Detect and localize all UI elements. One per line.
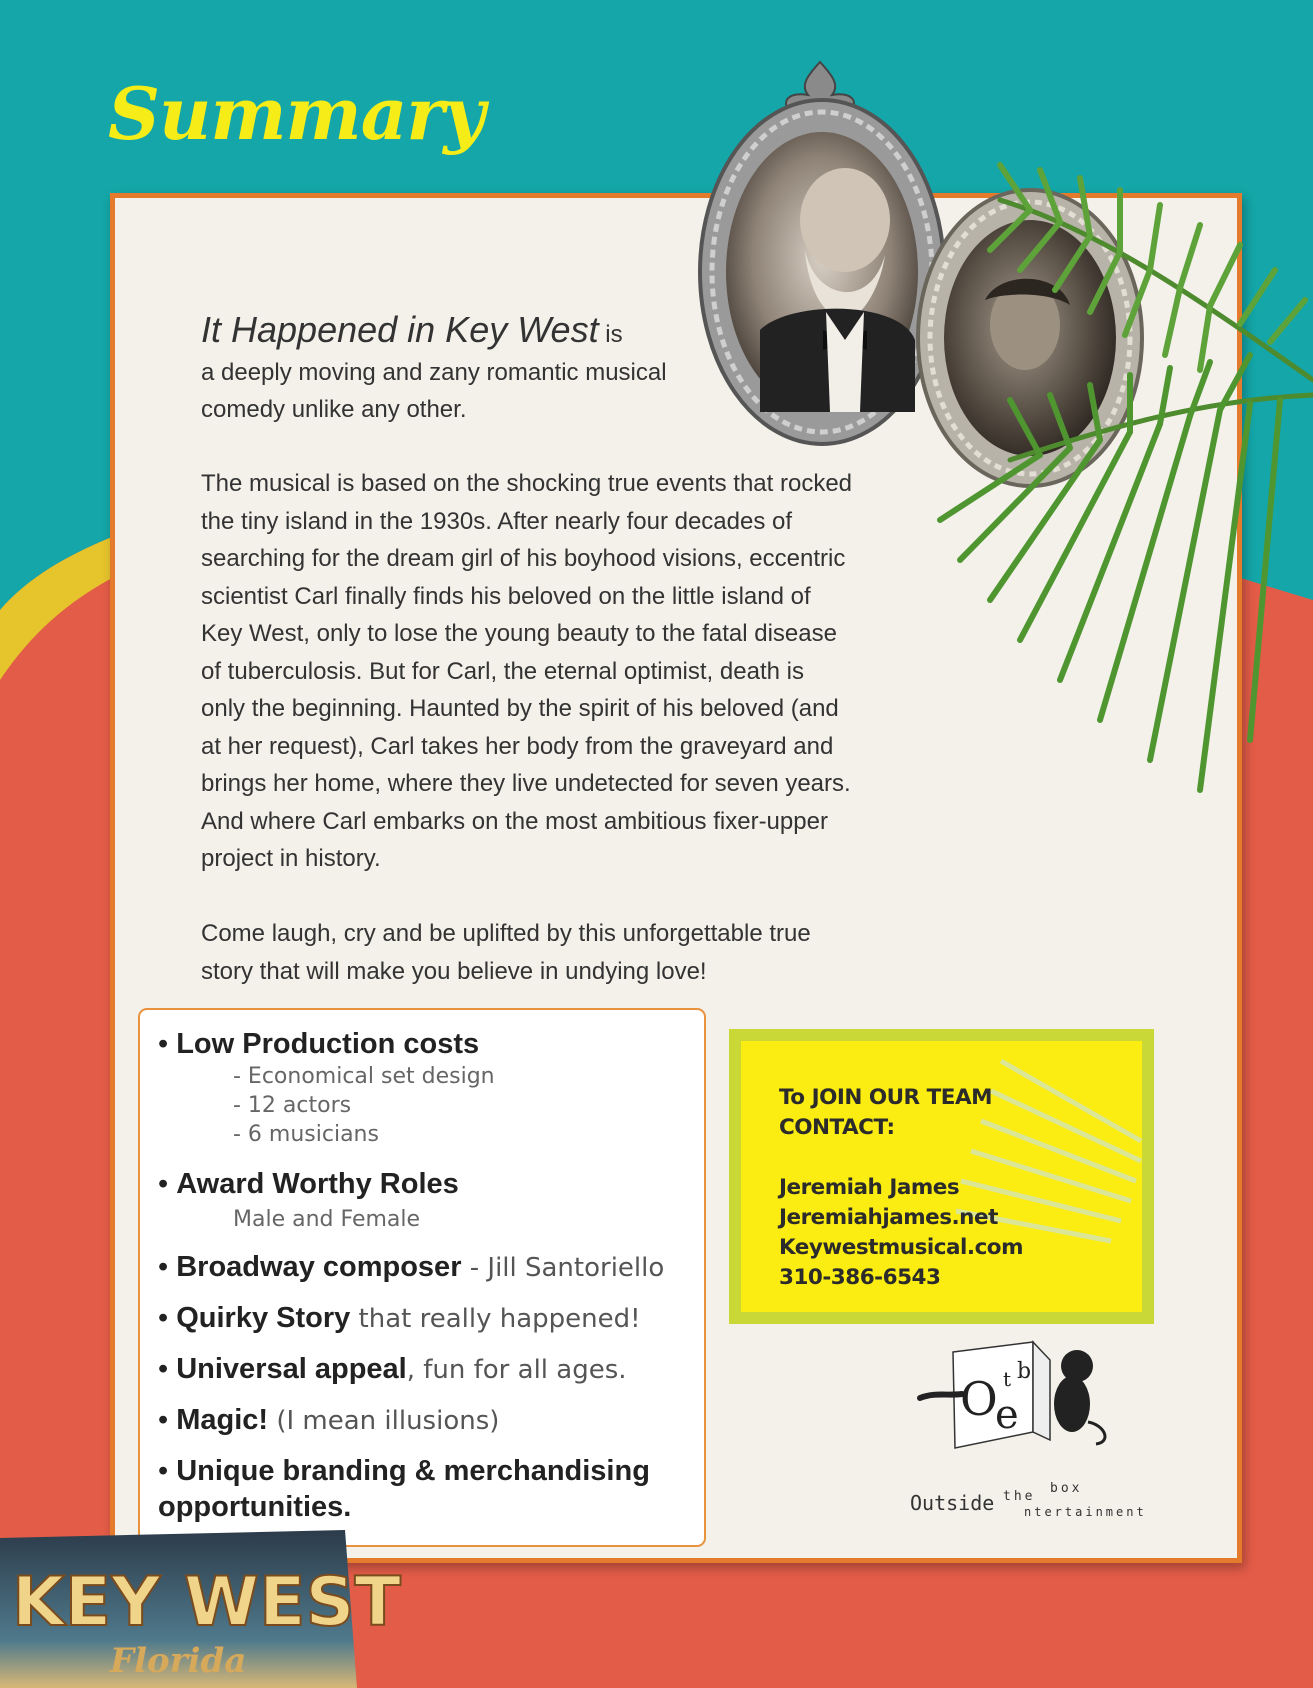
- feature-sub: - Economical set design: [233, 1064, 495, 1089]
- synopsis-paragraph: [201, 465, 921, 878]
- features-box: [138, 1008, 706, 1547]
- synopsis-line: project in history.: [201, 845, 381, 872]
- synopsis-line: the tiny island in the 1930s. After nearly four decades of: [201, 507, 793, 535]
- logo-word-outside: Outside: [910, 1491, 995, 1515]
- synopsis-line: only the beginning. Haunted by the spirit of his beloved (and: [201, 695, 839, 722]
- feature-title: Magic!: [176, 1404, 269, 1436]
- feature-title: Award Worthy Roles: [176, 1168, 459, 1200]
- synopsis-line: searching for the dream girl of his boyhood visions, eccentric: [201, 545, 846, 572]
- feature-sub: - 12 actors: [233, 1093, 352, 1118]
- outside-the-box-logo: [900, 1330, 1160, 1530]
- feature-quirky: • Quirky Story that really happened!: [158, 1302, 641, 1334]
- logo-mark-t: t: [1003, 1367, 1012, 1391]
- logo-mark-o: O: [960, 1372, 998, 1426]
- intro-is: is: [598, 321, 623, 348]
- synopsis-line: The musical is based on the shocking true events that rocked: [201, 470, 853, 497]
- logo-mark-e: e: [995, 1392, 1019, 1438]
- feature-roles: • Award Worthy Roles: [158, 1168, 459, 1200]
- show-title: It Happened in Key West: [201, 309, 599, 350]
- closing-line: Come laugh, cry and be uplifted by this unforgettable true: [201, 920, 811, 947]
- contact-website-1[interactable]: Jeremiahjames.net: [779, 1205, 998, 1230]
- contact-heading-2: CONTACT:: [779, 1115, 895, 1140]
- closing-line: story that will make you believe in undying love!: [201, 957, 707, 985]
- feature-title: Quirky Story: [176, 1302, 351, 1334]
- feature-composer: • Broadway composer - Jill Santoriello: [158, 1251, 665, 1283]
- logo-word-entertainment: ntertainment: [1024, 1505, 1147, 1519]
- feature-low-cost: • Low Production costs: [158, 1028, 480, 1060]
- contact-name: Jeremiah James: [779, 1175, 960, 1200]
- contact-heading-1: To JOIN OUR TEAM: [779, 1085, 992, 1110]
- feature-title: Low Production costs: [176, 1028, 480, 1060]
- intro-text: [201, 308, 761, 429]
- postcard-title: KEY WEST: [12, 1563, 401, 1642]
- logo-mark-b: b: [1017, 1359, 1032, 1384]
- feature-branding: • Unique branding & merchandising opportunities.: [158, 1455, 650, 1523]
- feature-detail: , fun for all ages.: [406, 1355, 627, 1385]
- synopsis-line: brings her home, where they live undetected for seven years.: [201, 770, 851, 797]
- page-title: Summary: [108, 71, 485, 156]
- feature-sub: Male and Female: [233, 1207, 421, 1232]
- key-west-postcard: [0, 1530, 401, 1688]
- postcard-subtitle: Florida: [110, 1641, 247, 1681]
- synopsis-line: of tuberculosis. But for Carl, the eternal optimist, death is: [201, 657, 804, 685]
- contact-text: [779, 1083, 1023, 1293]
- feature-title-cont: opportunities.: [158, 1491, 352, 1523]
- feature-magic: • Magic! (I mean illusions): [158, 1404, 500, 1436]
- synopsis-line: Key West, only to lose the young beauty to the fatal disease: [201, 620, 837, 647]
- intro-line-2: a deeply moving and zany romantic musical: [201, 358, 667, 386]
- contact-phone[interactable]: 310-386-6543: [779, 1265, 941, 1290]
- feature-sub: - 6 musicians: [233, 1122, 379, 1147]
- feature-detail: that really happened!: [350, 1304, 641, 1334]
- logo-word-the: the: [1003, 1489, 1036, 1504]
- feature-title: Unique branding & merchandising: [176, 1455, 650, 1487]
- synopsis-line: at her request), Carl takes her body from the graveyard and: [201, 732, 834, 760]
- feature-detail: (I mean illusions): [268, 1406, 500, 1436]
- feature-universal: • Universal appeal, fun for all ages.: [158, 1353, 627, 1385]
- contact-website-2[interactable]: Keywestmusical.com: [779, 1235, 1023, 1260]
- feature-title: Broadway composer: [176, 1251, 462, 1283]
- feature-detail: - Jill Santoriello: [461, 1253, 665, 1283]
- closing-paragraph: [201, 915, 921, 990]
- logo-word-box: box: [1050, 1481, 1083, 1496]
- synopsis-line: And where Carl embarks on the most ambitious fixer-upper: [201, 807, 828, 835]
- intro-line-3: comedy unlike any other.: [201, 396, 467, 423]
- feature-title: Universal appeal: [176, 1353, 407, 1385]
- synopsis-line: scientist Carl finally finds his beloved on the little island of: [201, 582, 811, 610]
